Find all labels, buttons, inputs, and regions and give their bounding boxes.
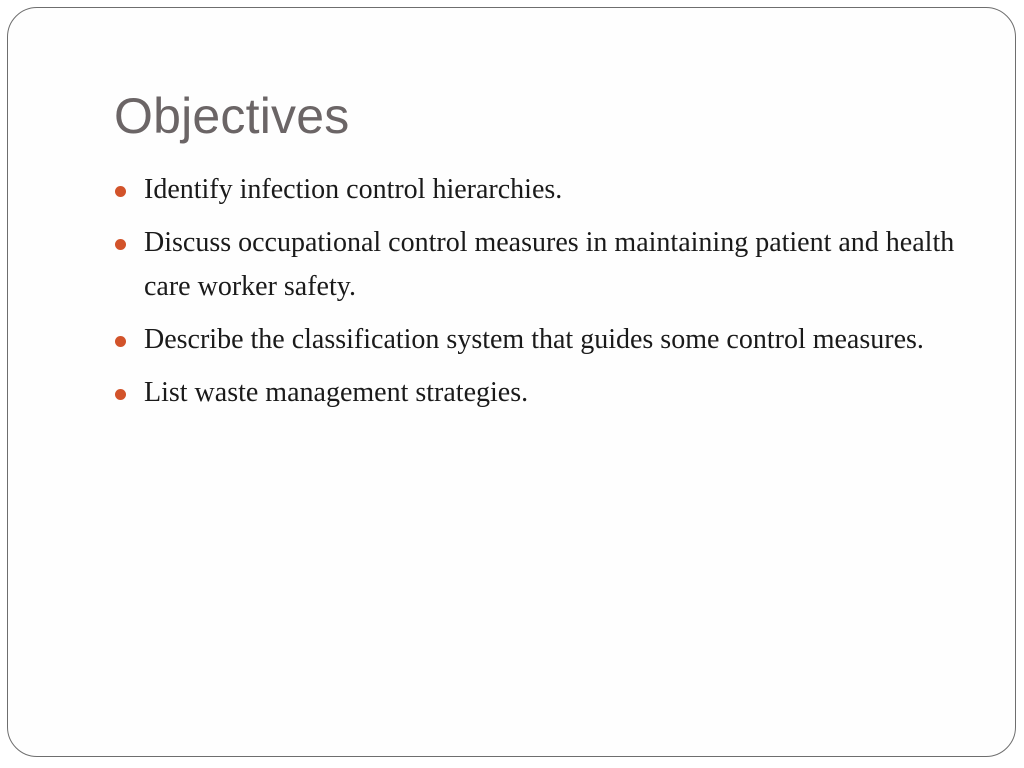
bullet-text: Discuss occupational control measures in maintaining patient and health care worker safety. — [144, 227, 955, 302]
bullet-dot-icon — [115, 239, 126, 250]
slide-title: Objectives — [114, 88, 350, 144]
bullet-text: Identify infection control hierarchies. — [144, 174, 563, 205]
list-item — [114, 168, 974, 212]
bullet-dot-icon — [115, 186, 126, 197]
list-item — [114, 221, 974, 309]
list-item — [114, 318, 974, 362]
bullet-dot-icon — [115, 336, 126, 347]
list-item — [114, 371, 974, 415]
objectives-list — [114, 168, 974, 424]
bullet-dot-icon — [115, 389, 126, 400]
slide-frame — [7, 7, 1016, 757]
bullet-text: List waste management strategies. — [144, 377, 529, 408]
bullet-text: Describe the classification system that guides some control measures. — [144, 324, 924, 355]
